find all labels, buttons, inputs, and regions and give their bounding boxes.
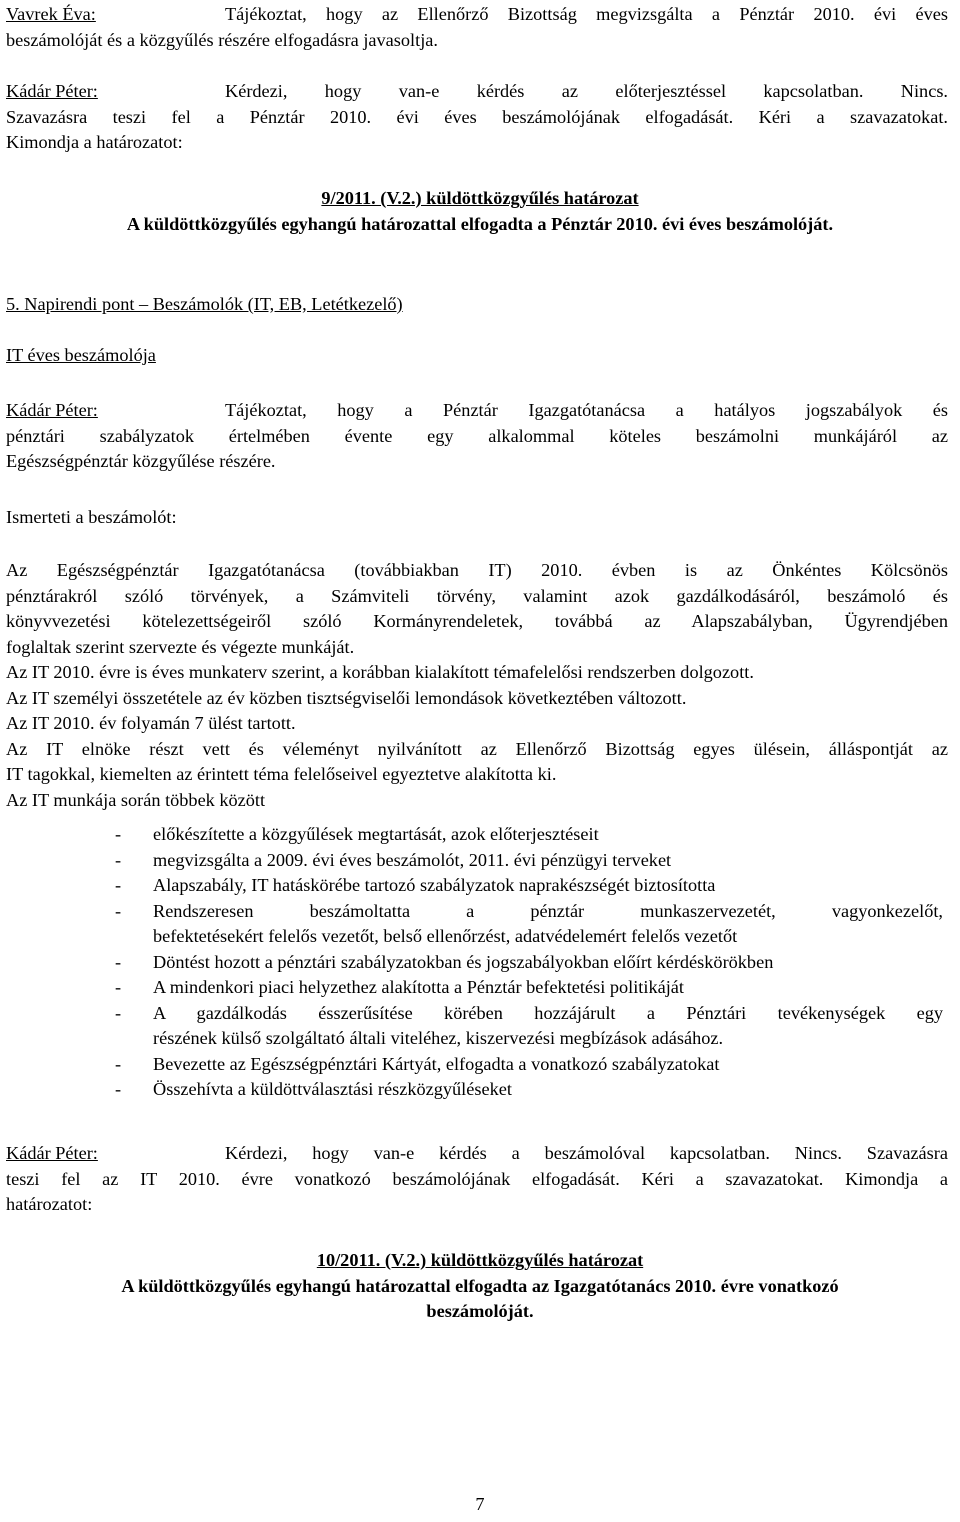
list-item-text: Döntést hozott a pénztári szabályzatokban és jogszabályokban előírt kérdéskörökben — [153, 951, 774, 972]
statement-line: Kérdezi, hogy van-e kérdés az előterjesztéssel kapcsolatban. Nincs. — [225, 81, 948, 101]
agenda-subheading: IT éves beszámolója — [6, 345, 156, 365]
report-line: IT tagokkal, kiemelten az érintett téma felelőseivel egyeztetve alakította ki. — [6, 764, 557, 784]
statement-vavrek — [6, 2, 948, 53]
list-item-text: A gazdálkodás ésszerűsítése körében hozzájárult a Pénztári tevékenységek egy — [153, 1002, 943, 1023]
statement-kadar-3 — [6, 1141, 948, 1218]
report-line: Az IT személyi összetétele az év közben tisztségviselői lemondások következtében változott. — [6, 687, 687, 708]
list-item — [0, 1052, 960, 1078]
speaker-label: Kádár Péter: — [6, 1143, 98, 1163]
statement-line: Tájékoztat, hogy a Pénztár Igazgatótanácsa a hatályos jogszabályok és — [225, 400, 948, 420]
list-item — [0, 975, 960, 1001]
statement-line: pénztári szabályzatok értelmében évente egy alkalommal köteles beszámolni munkájáról az — [6, 425, 948, 446]
list-item — [0, 822, 960, 848]
activity-list — [0, 822, 960, 1103]
statement-kadar-1 — [6, 79, 948, 156]
list-dash: - — [115, 900, 122, 921]
report-line: foglaltak szerint szervezte és végezte munkáját. — [6, 636, 355, 657]
list-dash: - — [115, 875, 122, 895]
list-item-text: Rendszeresen beszámoltatta a pénztár munkaszervezetét, vagyonkezelőt, — [153, 900, 943, 921]
resolution-title: 10/2011. (V.2.) küldöttközgyűlés határozat — [316, 1250, 644, 1270]
statement-line: Kérdezi, hogy van-e kérdés a beszámolóval kapcsolatban. Nincs. Szavazásra — [225, 1143, 948, 1163]
list-dash: - — [115, 977, 122, 997]
list-item-text: befektetésekért felelős vezetőt, belső ellenőrzést, adatvédelemért felelős vezetőt — [153, 926, 738, 946]
statement-line: Tájékoztat, hogy az Ellenőrző Bizottság megvizsgálta a Pénztár 2010. évi éves — [225, 4, 948, 24]
report-body — [6, 558, 948, 813]
list-dash: - — [115, 849, 122, 870]
statement-line: Kimondja a határozatot: — [6, 132, 183, 152]
report-line: Az Egészségpénztár Igazgatótanácsa (továbbiakban IT) 2010. évben is az Önkéntes Kölcsönös — [6, 560, 948, 580]
report-line: Az IT elnöke részt vett és véleményt nyilvánított az Ellenőrző Bizottság egyes ülésein, álláspontját az — [6, 738, 948, 759]
page-number: 7 — [475, 1494, 485, 1514]
resolution-text: beszámolóját. — [426, 1301, 534, 1321]
resolution-10 — [0, 1248, 960, 1325]
report-line: Az IT munkája során többek között — [6, 789, 266, 810]
report-line: könyvvezetési kötelezettségeiről szóló Kormányrendeletek, továbbá az Alapszabályban, Ügyrendjében — [6, 611, 948, 631]
speaker-label: Kádár Péter: — [6, 81, 98, 101]
list-item-text: előkészítette a közgyűlések megtartását, azok előterjesztéseit — [153, 824, 599, 844]
list-item-text: A mindenkori piaci helyzethez alakította a Pénztár befektetési politikáját — [153, 977, 684, 997]
list-item — [0, 1077, 960, 1103]
statement-line: Egészségpénztár közgyűlése részére. — [6, 451, 276, 471]
resolution-9 — [0, 186, 960, 237]
statement-kadar-2 — [6, 398, 948, 475]
list-dash: - — [115, 1002, 122, 1023]
speaker-label: Vavrek Éva: — [6, 4, 96, 24]
list-item-text: Összehívta a küldöttválasztási részközgyűléseket — [153, 1079, 512, 1099]
list-item — [0, 1001, 960, 1052]
list-item — [0, 899, 960, 950]
statement-line: Szavazásra teszi fel a Pénztár 2010. évi éves beszámolójának elfogadását. Kéri a szavazatokat. — [6, 106, 948, 127]
list-item-text: Bevezette az Egészségpénztári Kártyát, elfogadta a vonatkozó szabályzatokat — [153, 1053, 720, 1074]
report-line: Az IT 2010. év folyamán 7 ülést tartott. — [6, 713, 296, 733]
resolution-text: A küldöttközgyűlés egyhangú határozattal elfogadta a Pénztár 2010. évi éves beszámolóját. — [126, 213, 834, 234]
list-item-text: Alapszabály, IT hatáskörébe tartozó szabályzatok naprakészségét biztosította — [153, 875, 716, 895]
speaker-label: Kádár Péter: — [6, 400, 98, 420]
list-dash: - — [115, 824, 122, 844]
report-line: pénztárakról szóló törvények, a Számviteli törvény, valamint azok gazdálkodásáról, beszámoló és — [6, 585, 948, 606]
report-line: Az IT 2010. évre is éves munkaterv szerint, a korábban kialakított témafelelősi rendszerben dolgozott. — [6, 662, 754, 682]
list-item — [0, 950, 960, 976]
list-dash: - — [115, 1079, 122, 1099]
resolution-title: 9/2011. (V.2.) küldöttközgyűlés határozat — [321, 188, 639, 208]
list-item-text: részének külső szolgáltató általi viteléhez, kiszervezési megbízások adásához. — [153, 1028, 724, 1048]
agenda-heading: 5. Napirendi pont – Beszámolók (IT, EB, Letétkezelő) — [6, 294, 403, 314]
list-item — [0, 848, 960, 874]
statement-line: határozatot: — [6, 1194, 93, 1214]
intro-line: Ismerteti a beszámolót: — [6, 507, 177, 527]
resolution-text: A küldöttközgyűlés egyhangú határozattal elfogadta az Igazgatótanács 2010. évre vonatkozó — [121, 1275, 839, 1296]
list-item-text: megvizsgálta a 2009. évi éves beszámolót, 2011. évi pénzügyi terveket — [153, 849, 672, 870]
statement-line: teszi fel az IT 2010. évre vonatkozó beszámolójának elfogadását. Kéri a szavazatokat. Kimondja a — [6, 1168, 948, 1189]
list-dash: - — [115, 951, 122, 972]
list-item — [0, 873, 960, 899]
statement-line: beszámolóját és a közgyűlés részére elfogadásra javasoltja. — [6, 29, 438, 50]
list-dash: - — [115, 1053, 122, 1074]
